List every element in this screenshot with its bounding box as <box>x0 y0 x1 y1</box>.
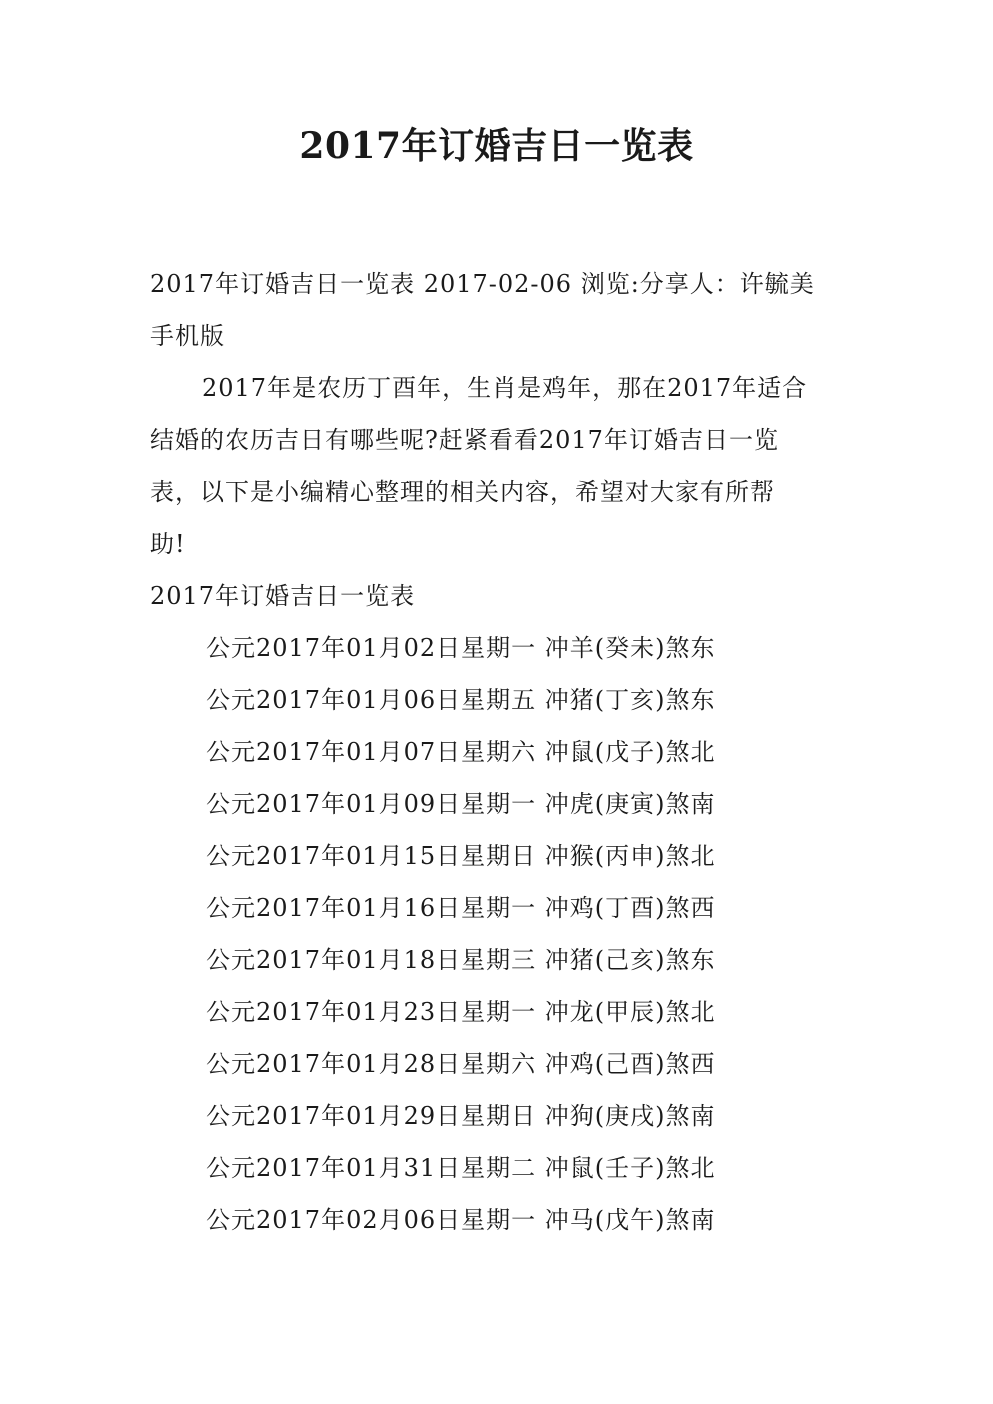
date-list-item: 公元2017年01月09日星期一 冲虎(庚寅)煞南 <box>206 790 716 818</box>
document-body <box>150 258 850 1246</box>
document-title: 2017年订婚吉日一览表 <box>299 125 694 167</box>
date-list-item: 公元2017年01月29日星期日 冲狗(庚戌)煞南 <box>206 1102 716 1130</box>
date-list-item: 公元2017年01月06日星期五 冲猪(丁亥)煞东 <box>206 686 716 714</box>
date-list-item: 公元2017年02月06日星期一 冲马(戊午)煞南 <box>206 1206 716 1234</box>
mobile-version-label: 手机版 <box>150 322 225 350</box>
date-list-item: 公元2017年01月02日星期一 冲羊(癸未)煞东 <box>206 634 716 662</box>
meta-line: 2017年订婚吉日一览表 2017-02-06 浏览:分享人：许毓美 <box>150 270 815 298</box>
date-list-item: 公元2017年01月15日星期日 冲猴(丙申)煞北 <box>206 842 716 870</box>
intro-line: 结婚的农历吉日有哪些呢?赶紧看看2017年订婚吉日一览 <box>150 426 779 454</box>
date-list-item: 公元2017年01月16日星期一 冲鸡(丁酉)煞西 <box>206 894 716 922</box>
intro-line: 表，以下是小编精心整理的相关内容，希望对大家有所帮 <box>150 478 775 506</box>
date-list-item: 公元2017年01月18日星期三 冲猪(己亥)煞东 <box>206 946 716 974</box>
date-list-item: 公元2017年01月31日星期二 冲鼠(壬子)煞北 <box>206 1154 716 1182</box>
date-list-item: 公元2017年01月28日星期六 冲鸡(己酉)煞西 <box>206 1050 716 1078</box>
intro-paragraph <box>150 362 850 570</box>
date-list-item: 公元2017年01月23日星期一 冲龙(甲辰)煞北 <box>206 998 716 1026</box>
date-list-item: 公元2017年01月07日星期六 冲鼠(戊子)煞北 <box>206 738 716 766</box>
section-heading: 2017年订婚吉日一览表 <box>150 582 416 610</box>
auspicious-date-list <box>150 622 850 1246</box>
intro-line: 2017年是农历丁酉年，生肖是鸡年，那在2017年适合 <box>202 374 808 402</box>
intro-line: 助! <box>150 530 186 558</box>
